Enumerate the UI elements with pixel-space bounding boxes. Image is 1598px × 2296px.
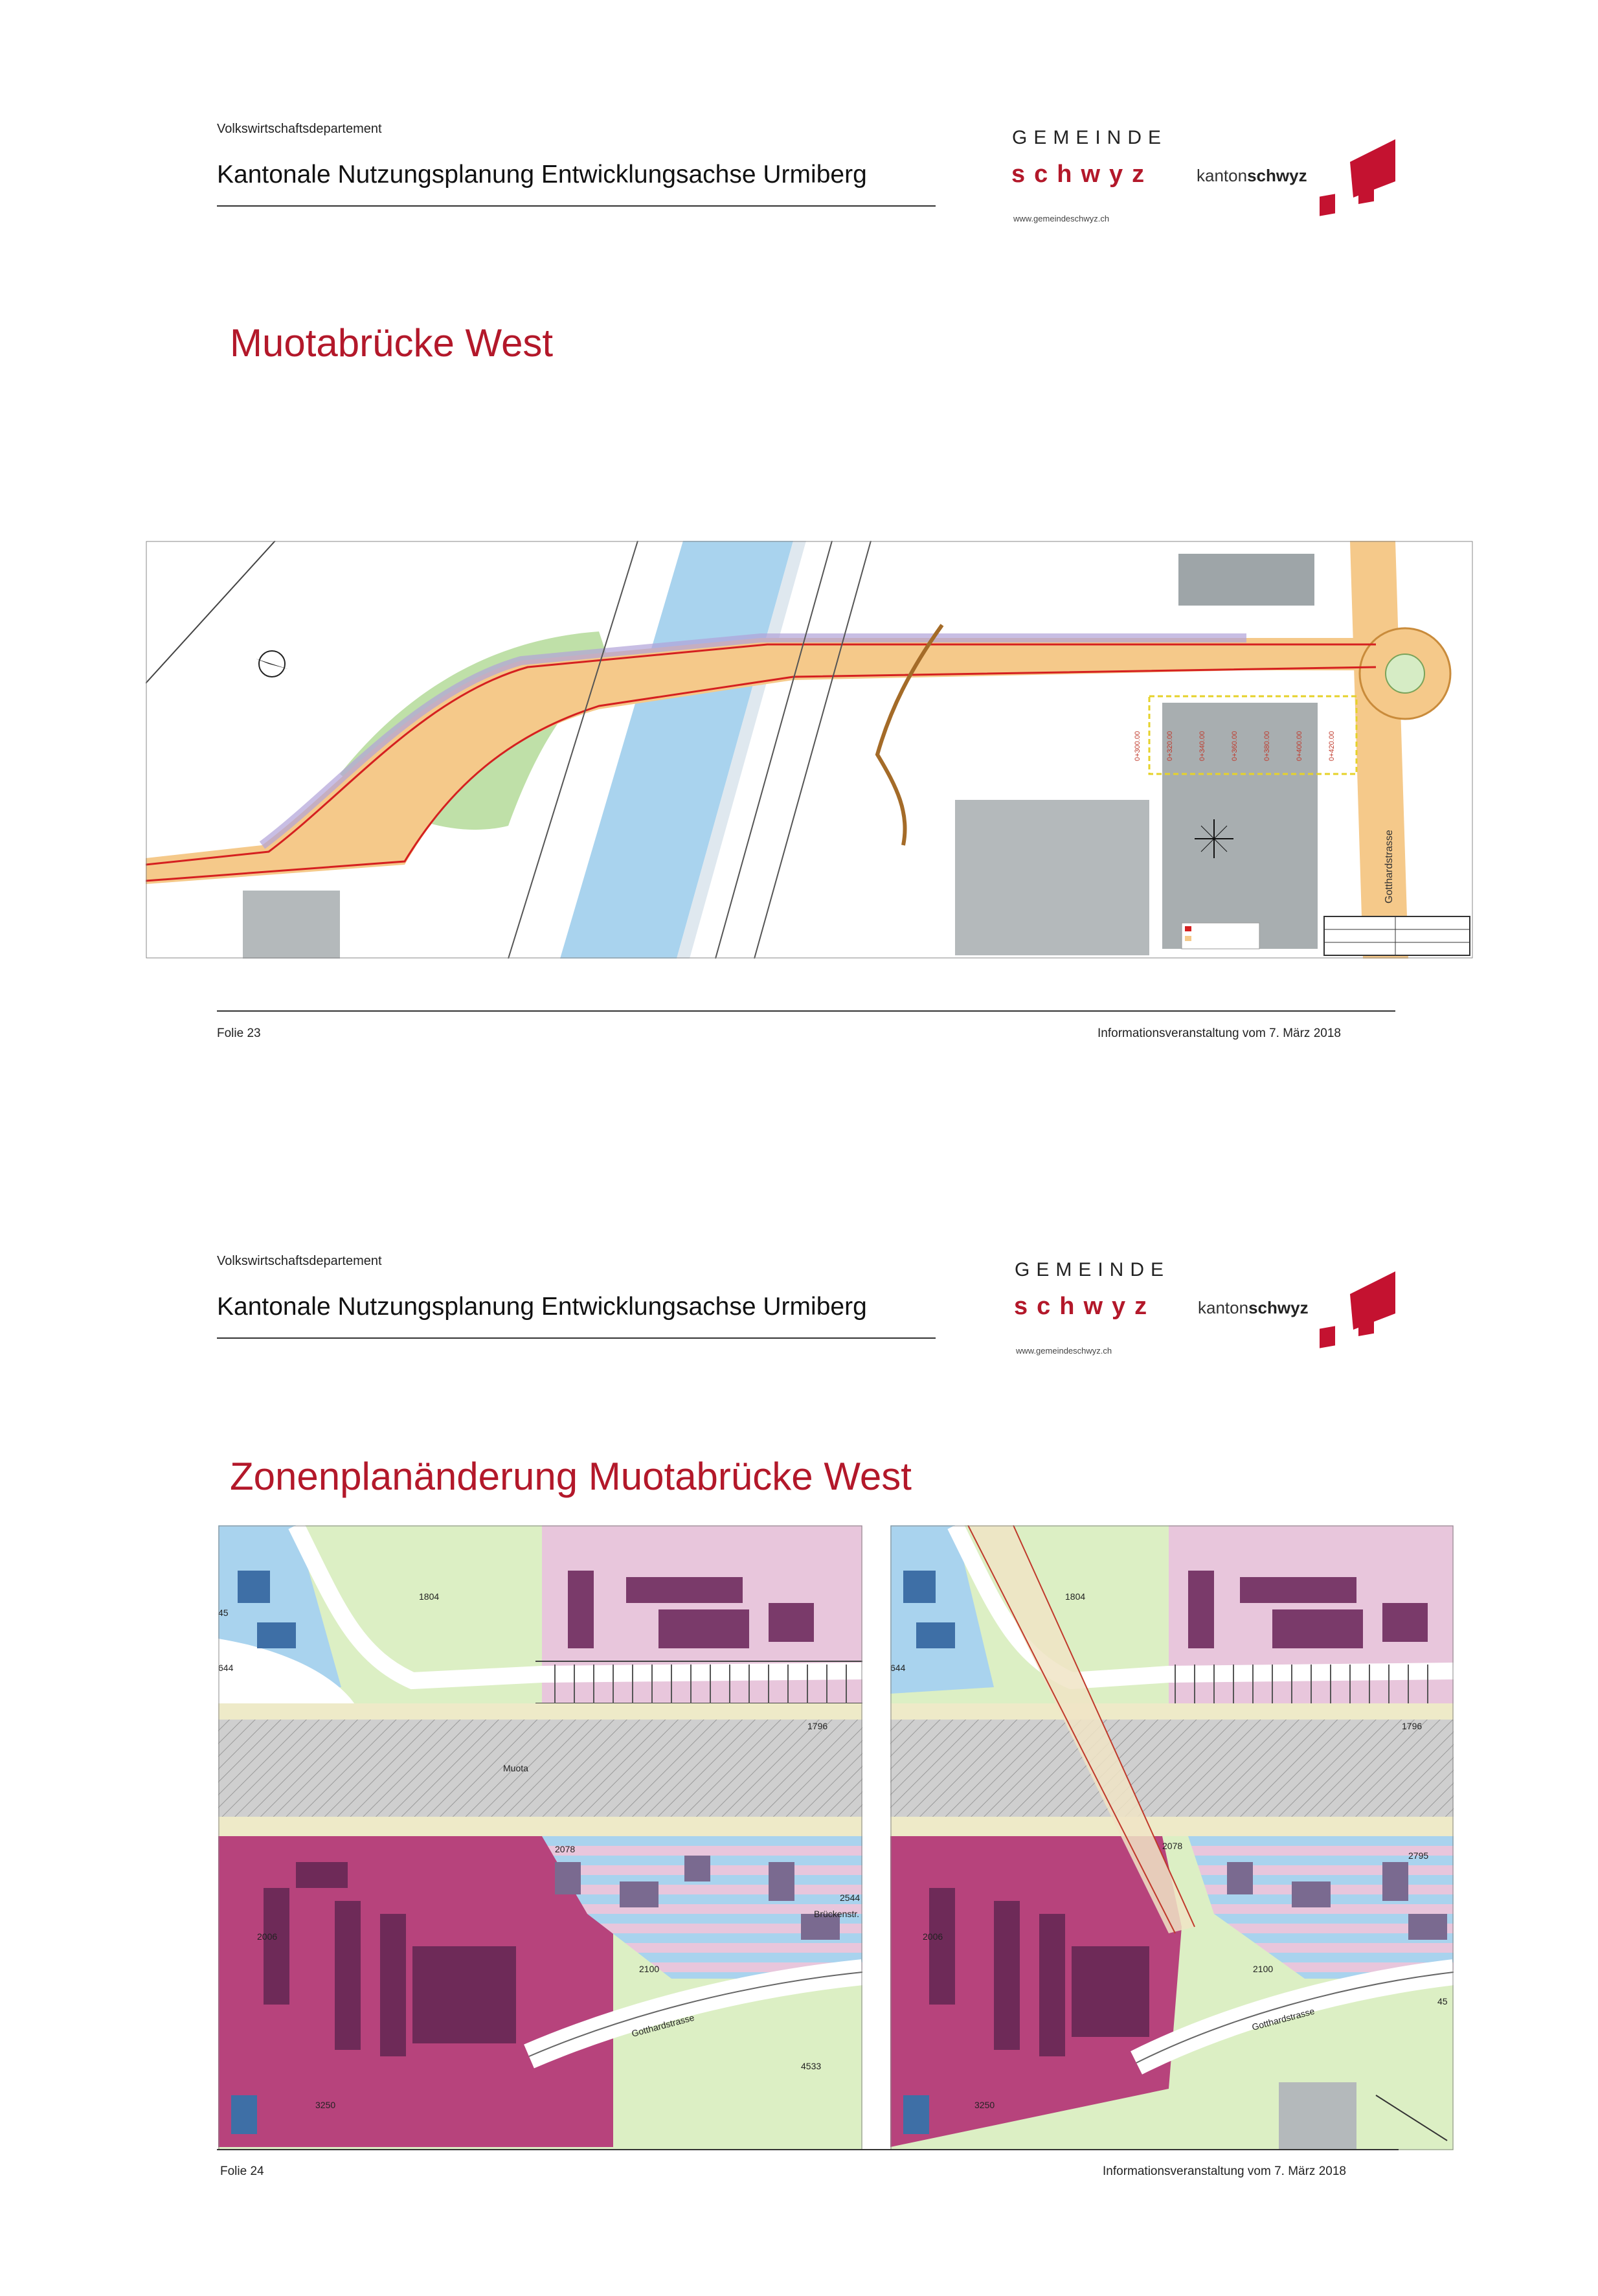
street-label: Gotthardstrasse [630,2012,695,2039]
gemeinde-word: GEMEINDE [1015,1259,1171,1280]
building-block [243,891,340,959]
header-rule [217,205,936,207]
slide-24 [0,1231,1598,2241]
station-label: 0+420.00 [1328,731,1336,761]
parcel-number: 2006 [257,1931,278,1942]
project-title: Kantonale Nutzungsplanung Entwicklungsachse Urmiberg [217,161,867,188]
gemeinde-url: www.gemeindeschwyz.ch [1016,1346,1112,1356]
parcel-number: 3250 [974,2100,995,2110]
footer-rule [217,1010,1395,1012]
kanton-schwyz-logo [1198,1298,1309,1318]
street-label: Gotthardstrasse [1250,2005,1316,2032]
parcel-number: 2100 [1253,1964,1274,1974]
gemeinde-name: schwyz [1011,161,1154,188]
station-label: 0+400.00 [1296,731,1303,761]
parcel-number: 2100 [639,1964,660,1974]
department-label: Volkswirtschaftsdepartement [217,1254,382,1268]
kanton-name: schwyz [1248,1298,1309,1317]
parcel-number: 1804 [1065,1591,1086,1602]
kanton-prefix: kanton [1197,166,1248,185]
kanton-prefix: kanton [1198,1298,1249,1317]
slide-title: Muotabrücke West [230,321,554,365]
parcel-number: 2078 [555,1844,576,1854]
gemeinde-url: www.gemeindeschwyz.ch [1013,214,1110,223]
slide-title: Zonenplanänderung Muotabrücke West [230,1455,912,1498]
plan-legend [1182,923,1259,949]
header-rule [217,1337,936,1339]
kanton-shield-icon [1314,1265,1399,1362]
event-label: Informationsveranstaltung vom 7. März 2018 [1097,1027,1341,1040]
gemeinde-word: GEMEINDE [1012,127,1168,148]
street-label: Brückenstr. [814,1909,860,1919]
parcel-number: 644 [890,1663,906,1673]
kanton-shield-icon [1314,133,1399,230]
kanton-schwyz-logo [1197,166,1307,186]
parcel-number: 1796 [1402,1721,1423,1731]
river-label: Muota [503,1763,528,1773]
kanton-name: schwyz [1247,166,1307,185]
slide-23 [0,0,1598,1062]
parcel-number: 45 [218,1608,229,1618]
station-label: 0+320.00 [1166,731,1174,761]
parcel-number: 45 [1437,1996,1448,2006]
building-block [955,800,1149,955]
gemeinde-name: schwyz [1014,1293,1156,1320]
slide-number: Folie 24 [220,2165,264,2178]
slide-number: Folie 23 [217,1027,261,1040]
parcel-number: 3250 [315,2100,336,2110]
station-label: 0+380.00 [1263,731,1271,761]
parcel-number: 644 [218,1663,234,1673]
station-label: 0+360.00 [1231,731,1239,761]
parcel-number: 4533 [801,2061,822,2071]
parcel-number: 2006 [923,1931,943,1942]
parcel-number: 2078 [1162,1841,1183,1851]
parcel-number: 1796 [807,1721,828,1731]
footer-rule [217,2149,1399,2150]
street-label: Gotthardstrasse [1384,830,1395,904]
bridge-plan-map [146,541,1473,959]
project-title: Kantonale Nutzungsplanung Entwicklungsachse Urmiberg [217,1293,867,1321]
parcel-number: 2544 [840,1892,861,1903]
station-label: 0+300.00 [1134,731,1142,761]
building-block [1162,703,1318,949]
building-block [1178,554,1314,606]
parcel-number: 2795 [1408,1850,1429,1861]
plan-title-block [1324,916,1470,955]
station-label: 0+340.00 [1198,731,1206,761]
zoning-map-before [218,1525,862,2150]
event-label: Informationsveranstaltung vom 7. März 2018 [1103,2165,1346,2178]
zoning-map-after [890,1525,1454,2150]
parcel-number: 1804 [419,1591,440,1602]
department-label: Volkswirtschaftsdepartement [217,122,382,136]
